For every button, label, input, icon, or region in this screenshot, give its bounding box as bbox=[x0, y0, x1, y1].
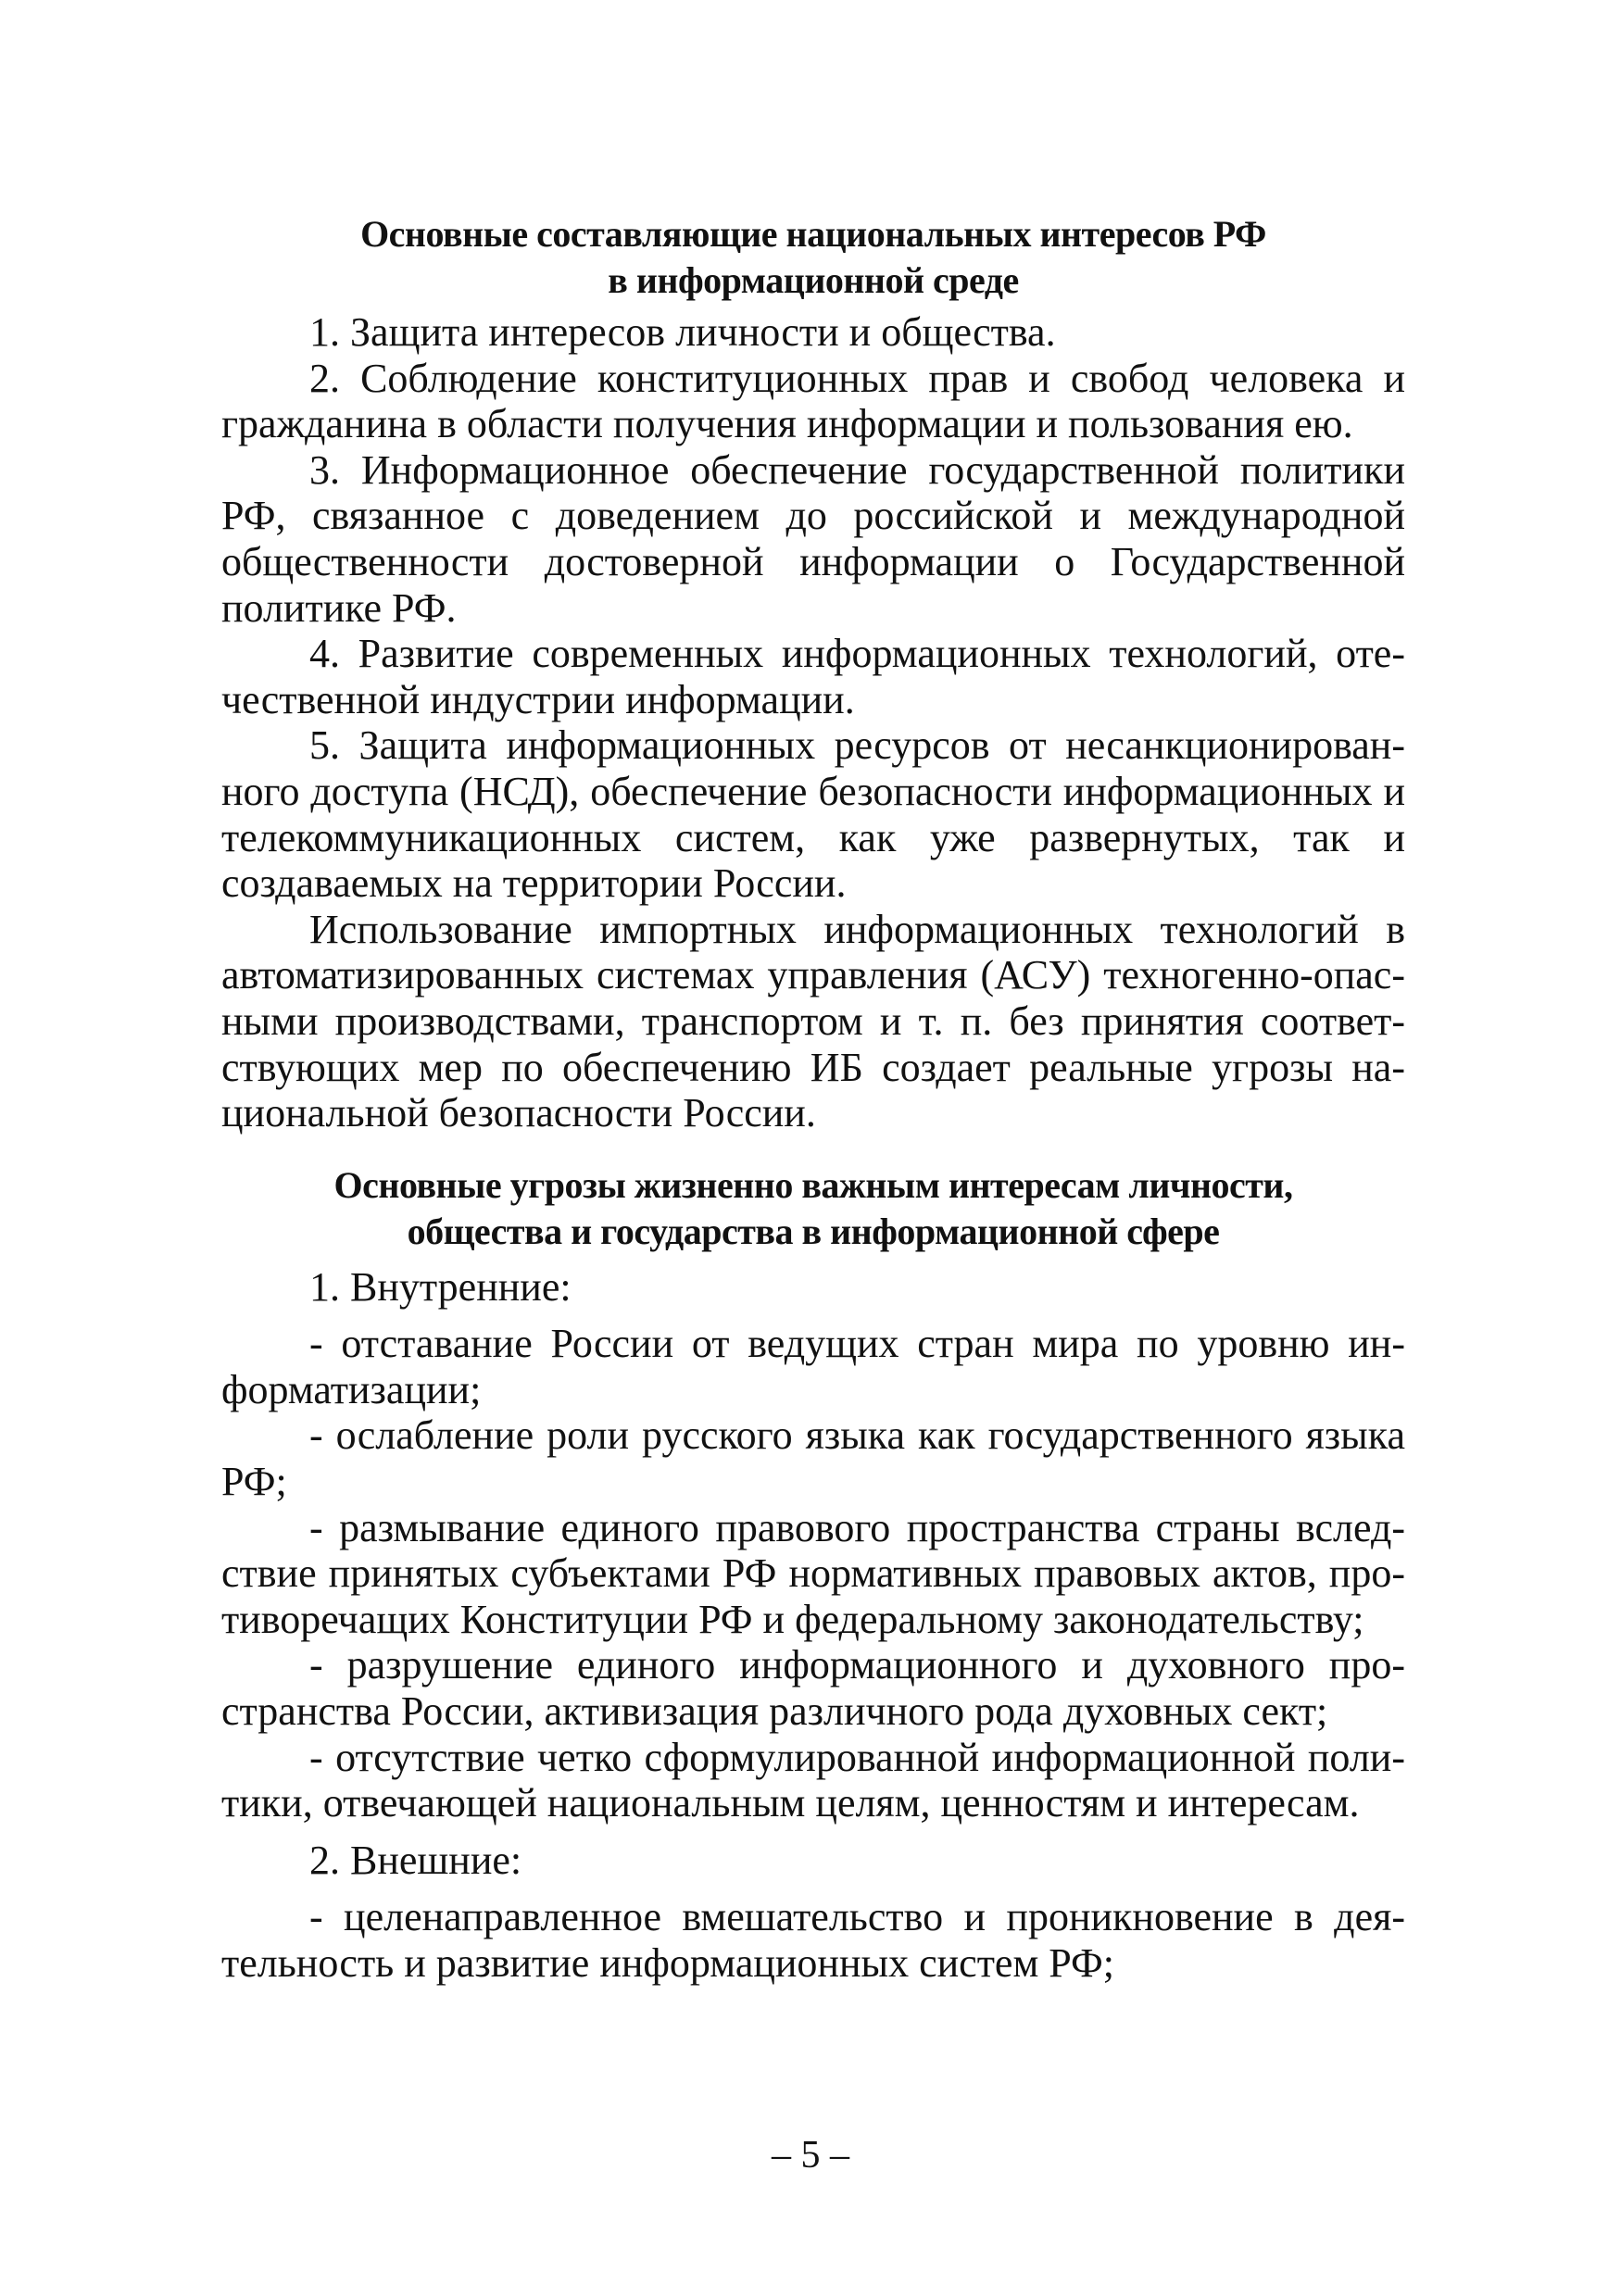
section-heading-national-interests bbox=[221, 211, 1405, 304]
list-item: - целенаправленное вмешательство и проникновение в деятельность и развитие информационных систем РФ; bbox=[221, 1894, 1405, 1986]
heading-line: Основные составляющие национальных интересов РФ bbox=[360, 213, 1266, 255]
list-item: - отсутствие четко сформулированной информационной политики, отвечающей национальным целям, ценностям и интересам. bbox=[221, 1734, 1405, 1826]
paragraph: 3. Информационное обеспечение государственной политики РФ, связанное с доведением до российской и международной общественности достоверной информации о Государственной политике РФ. bbox=[221, 446, 1405, 631]
paragraph: 2. Соблюдение конституционных прав и свобод человека и гражданина в области получения информации и пользования ею. bbox=[221, 355, 1405, 447]
list-label-external: 2. Внешние: bbox=[309, 1837, 522, 1883]
heading-line: Основные угрозы жизненно важным интересам личности, bbox=[333, 1163, 1293, 1206]
list-item: - отставание России от ведущих стран мира по уровню информатизации; bbox=[221, 1321, 1405, 1412]
heading-line: общества и государства в информационной сфере bbox=[407, 1210, 1220, 1252]
paragraph: 1. Защита интересов личности и общества. bbox=[309, 309, 1056, 355]
paragraph: 4. Развитие современных информационных технологий, отечественной индустрии информации. bbox=[221, 631, 1405, 722]
section-heading-threats bbox=[221, 1162, 1405, 1255]
list-label-internal: 1. Внутренние: bbox=[309, 1263, 572, 1310]
page-number: – 5 – bbox=[772, 2134, 849, 2177]
paragraph: Использование импортных информационных технологий в автоматизированных системах управления (АСУ) техногенно-опасными производствами, транспортом и т. п. без принятия соответствующих мер по обеспечению ИБ создает реальные угрозы национальной безопасности России. bbox=[221, 906, 1405, 1136]
heading-line: в информационной среде bbox=[608, 259, 1019, 301]
paragraph: 5. Защита информационных ресурсов от несанкционированного доступа (НСД), обеспечение безопасности информационных и телекоммуникационных систем, как уже развернутых, так и создаваемых на территории России. bbox=[221, 722, 1405, 907]
document-page bbox=[221, 211, 1405, 2202]
list-item: - разрушение единого информационного и духовного пространства России, активизация различного рода духовных сект; bbox=[221, 1642, 1405, 1735]
list-item: - размывание единого правового пространства страны вследствие принятых субъектами РФ нормативных правовых актов, противоречащих Конституции РФ и федеральному законодательству; bbox=[221, 1504, 1405, 1642]
list-item: - ослабление роли русского языка как государственного языка РФ; bbox=[221, 1412, 1405, 1505]
